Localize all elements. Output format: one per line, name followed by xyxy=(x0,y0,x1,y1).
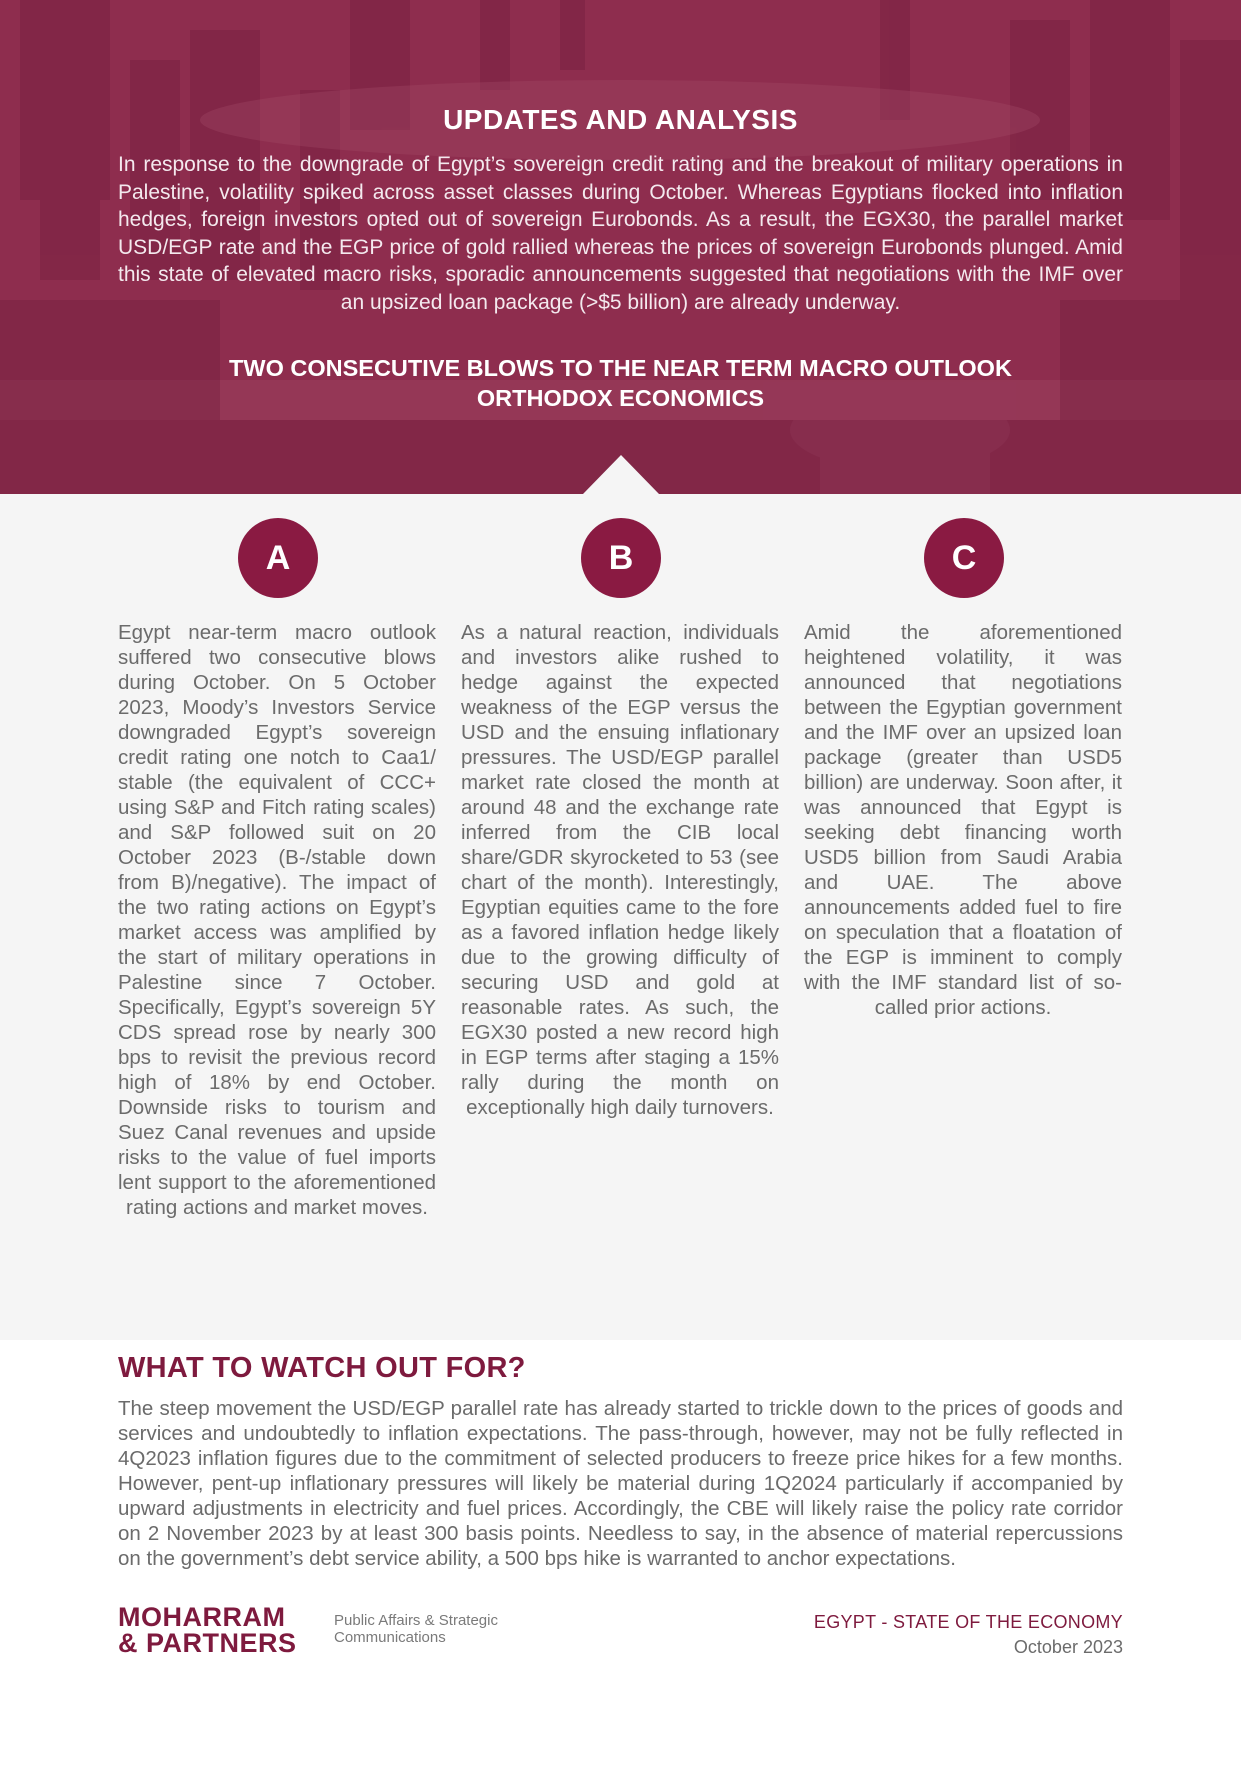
tagline-line-1: Public Affairs & Strategic xyxy=(334,1612,498,1629)
badge-c: C xyxy=(924,518,1004,598)
section-subtitle xyxy=(0,353,1241,413)
tagline-line-2: Communications xyxy=(334,1629,446,1646)
column-a-text: Egypt near-term macro outlook suffered two consecutive blows during October. On 5 October 2023, Moody’s Investors Service downgraded Egypt’s sovereign credit rating one notch to Caa1/ stable (the equivalent of CCC+ using S&P and Fitch rating scales) and S&P followed suit on 20 October 2023 (B-/stable down from B)/negative). The impact of the two rating actions on Egypt’s market access was amplified by the start of military operations in Palestine since 7 October. Specifically, Egypt’s sovereign 5Y CDS spread rose by nearly 300 bps to revisit the previous record high of 18% by end October. Downside risks to tourism and Suez Canal revenues and upside risks to the value of fuel imports lent support to the aforementioned rating actions and market moves. xyxy=(118,621,436,1219)
watch-heading: WHAT TO WATCH OUT FOR? xyxy=(118,1352,526,1384)
column-b-text: As a natural reaction, individuals and investors alike rushed to hedge against the expected weakness of the EGP versus the USD and the ensuing inflationary pressures. The USD/EGP parallel market rate closed the month at around 48 and the exchange rate inferred from the CIB local share/GDR skyrocketed to 53 (see chart of the month). Interestingly, Egyptian equities came to the fore as a favored inflation hedge likely due to the growing difficulty of securing USD and gold at reasonable rates. As such, the EGX30 posted a new record high in EGP terms after staging a 15% rally during the month on exceptionally high daily turnovers. xyxy=(461,621,779,1119)
footer-publication xyxy=(814,1612,1123,1658)
publication-date: October 2023 xyxy=(1013,1637,1123,1657)
subtitle-line-1: TWO CONSECUTIVE BLOWS TO THE NEAR TERM MACRO OUTLOOK xyxy=(229,355,1012,381)
intro-paragraph: In response to the downgrade of Egypt’s sovereign credit rating and the breakout of military operations in Palestine, volatility spiked across asset classes during October. Whereas Egyptians flocked into inflation hedges, foreign investors opted out of sovereign Eurobonds. As a result, the EGX30, the parallel market USD/EGP rate and the EGP price of gold rallied whereas the prices of sovereign Eurobonds plunged. Amid this state of elevated macro risks, sporadic announcements suggested that negotiations with the IMF over an upsized loan package (>$5 billion) are already underway. xyxy=(118,153,1123,314)
badge-a: A xyxy=(238,518,318,598)
logo-line-2: & PARTNERS xyxy=(118,1628,297,1658)
logo-line-1: MOHARRAM xyxy=(118,1602,286,1632)
subtitle-line-2: ORTHODOX ECONOMICS xyxy=(476,385,765,411)
company-tagline xyxy=(334,1612,498,1646)
publication-name: EGYPT - STATE OF THE ECONOMY xyxy=(813,1612,1123,1632)
notch-arrow xyxy=(583,455,659,494)
hero-banner xyxy=(0,0,1241,494)
page-title: UPDATES AND ANALYSIS xyxy=(443,104,798,135)
company-logo xyxy=(118,1604,297,1656)
column-c-text: Amid the aforementioned heightened volatility, it was announced that negotiations between the Egyptian government and the IMF over an upsized loan package (greater than USD5 billion) are underway. Soon after, it was announced that Egypt is seeking debt financing worth USD5 billion from Saudi Arabia and UAE. The above announcements added fuel to fire on speculation that a floatation of the EGP is imminent to comply with the IMF standard list of so-called prior actions. xyxy=(804,621,1122,1019)
badge-b: B xyxy=(581,518,661,598)
watch-paragraph: The steep movement the USD/EGP parallel rate has already started to trickle down to the prices of goods and services and undoubtedly to inflation expectations. The pass-through, however, may not be fully reflected in 4Q2023 inflation figures due to the commitment of selected producers to freeze price hikes for a few months. However, pent-up inflationary pressures will likely be material during 1Q2024 particularly if accompanied by upward adjustments in electricity and fuel prices. Accordingly, the CBE will likely raise the policy rate corridor on 2 November 2023 by at least 300 basis points. Needless to say, in the absence of material repercussions on the government’s debt service ability, a 500 bps hike is warranted to anchor expectations. xyxy=(118,1397,1123,1570)
